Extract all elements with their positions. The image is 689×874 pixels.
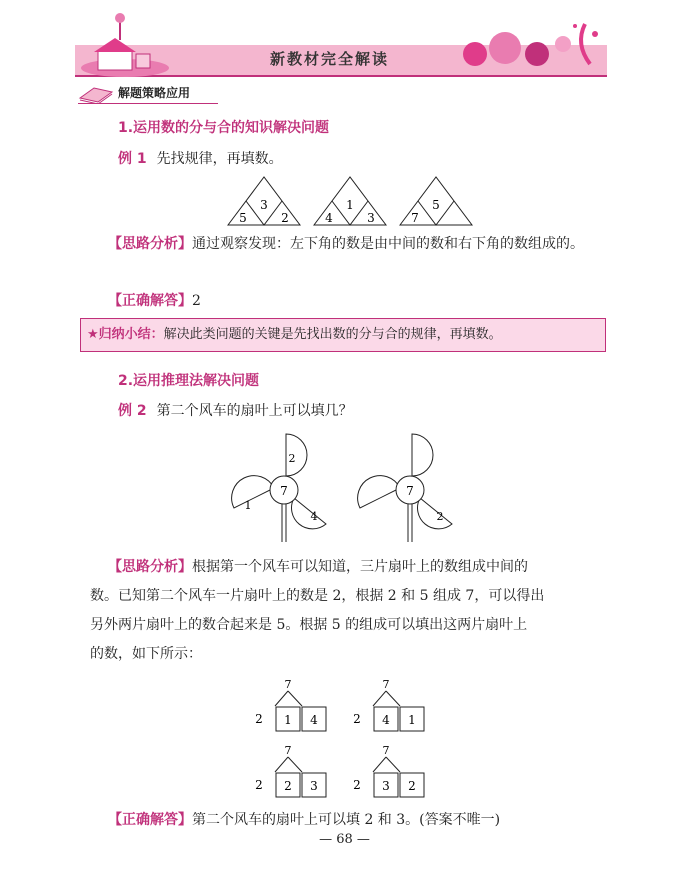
strategy-label: 解题策略应用 [118, 86, 191, 100]
composition-3 [255, 744, 326, 797]
triangle-2 [314, 177, 386, 225]
triangle-1-top: 3 [260, 198, 268, 212]
composition-figures [245, 676, 445, 804]
example1-text: 先找规律，再填数。 [156, 151, 283, 167]
composition-2-b: 1 [408, 713, 416, 727]
composition-4-given: 2 [353, 778, 361, 792]
example1 [118, 148, 283, 168]
triangle-2-right: 3 [367, 211, 375, 225]
composition-4-a: 3 [382, 779, 390, 793]
analysis2-line-1: 根据第一个风车可以知道，三片扇叶上的数组成中间的 [192, 559, 528, 575]
composition-3-b: 3 [310, 779, 318, 793]
windmill-figures [230, 430, 470, 542]
composition-2-total: 7 [382, 678, 390, 691]
answer2-tag: 【正确解答】 [108, 812, 192, 828]
book-icon [78, 82, 114, 104]
analysis2-line-3: 另外两片扇叶上的数合起来是 5。根据 5 的组成可以填出这两片扇叶上 [90, 617, 528, 633]
section2-analysis [90, 553, 615, 669]
header-house-decoration [80, 10, 170, 78]
composition-1 [255, 678, 326, 731]
section1-answer [108, 287, 201, 316]
composition-2 [353, 678, 424, 731]
triangle-2-left: 4 [325, 211, 333, 225]
page-number: — 68 — [319, 832, 370, 847]
triangle-3-top: 5 [432, 198, 440, 212]
triangle-1-right: 2 [281, 211, 289, 225]
windmill-1-top: 2 [288, 452, 296, 465]
answer1-text: 2 [192, 293, 201, 309]
analysis2-tag: 【思路分析】 [108, 559, 192, 575]
windmill-2-right: 2 [436, 510, 444, 523]
analysis1-tag: 【思路分析】 [108, 236, 192, 252]
header-bubbles-decoration [445, 14, 605, 74]
example2 [118, 400, 353, 420]
composition-1-a: 1 [284, 713, 292, 727]
composition-4-b: 2 [408, 779, 416, 793]
windmill-1-right: 4 [310, 510, 318, 523]
composition-3-a: 2 [284, 779, 292, 793]
triangle-1-left: 5 [239, 211, 247, 225]
analysis2-line-2: 数。已知第二个风车一片扇叶上的数是 2，根据 2 和 5 组成 7，可以得出 [90, 588, 545, 604]
composition-3-total: 7 [284, 744, 292, 757]
summary-text: 解决此类问题的关键是先找出数的分与合的规律，再填数。 [163, 327, 502, 342]
section2-heading: 2.运用推理法解决问题 [118, 373, 260, 389]
example2-text: 第二个风车的扇叶上可以填几？ [156, 403, 353, 419]
strategy-underline [78, 103, 218, 104]
composition-1-total: 7 [284, 678, 292, 691]
composition-1-b: 4 [310, 713, 318, 727]
example1-label: 例 1 [118, 151, 147, 167]
example2-label: 例 2 [118, 403, 147, 419]
composition-2-a: 4 [382, 713, 390, 727]
triangle-3-left: 7 [411, 211, 419, 225]
composition-4 [353, 744, 424, 797]
composition-1-given: 2 [255, 712, 263, 726]
windmill-2-center: 7 [406, 484, 414, 498]
triangle-3 [400, 177, 472, 225]
composition-3-given: 2 [255, 778, 263, 792]
header-title: 新教材完全解读 [270, 50, 390, 68]
composition-4-total: 7 [382, 744, 390, 757]
triangle-figures [226, 175, 476, 227]
summary-tag: ★归纳小结： [87, 327, 164, 342]
composition-2-given: 2 [353, 712, 361, 726]
windmill-1-center: 7 [280, 484, 288, 498]
section1-heading: 1.运用数的分与合的知识解决问题 [118, 120, 330, 136]
section2-answer [108, 806, 500, 835]
section1-analysis [90, 230, 610, 259]
triangle-2-top: 1 [346, 198, 354, 212]
windmill-1 [232, 434, 326, 542]
answer1-tag: 【正确解答】 [108, 293, 192, 309]
triangle-1 [228, 177, 300, 225]
answer2-text: 第二个风车的扇叶上可以填 2 和 3。(答案不唯一) [192, 812, 501, 828]
windmill-2 [358, 434, 452, 542]
windmill-1-left: 1 [244, 499, 252, 512]
analysis1-text: 通过观察发现：左下角的数是由中间的数和右下角的数组成的。 [192, 236, 584, 252]
analysis2-line-4: 的数，如下所示： [90, 646, 202, 662]
summary-box [80, 318, 606, 352]
